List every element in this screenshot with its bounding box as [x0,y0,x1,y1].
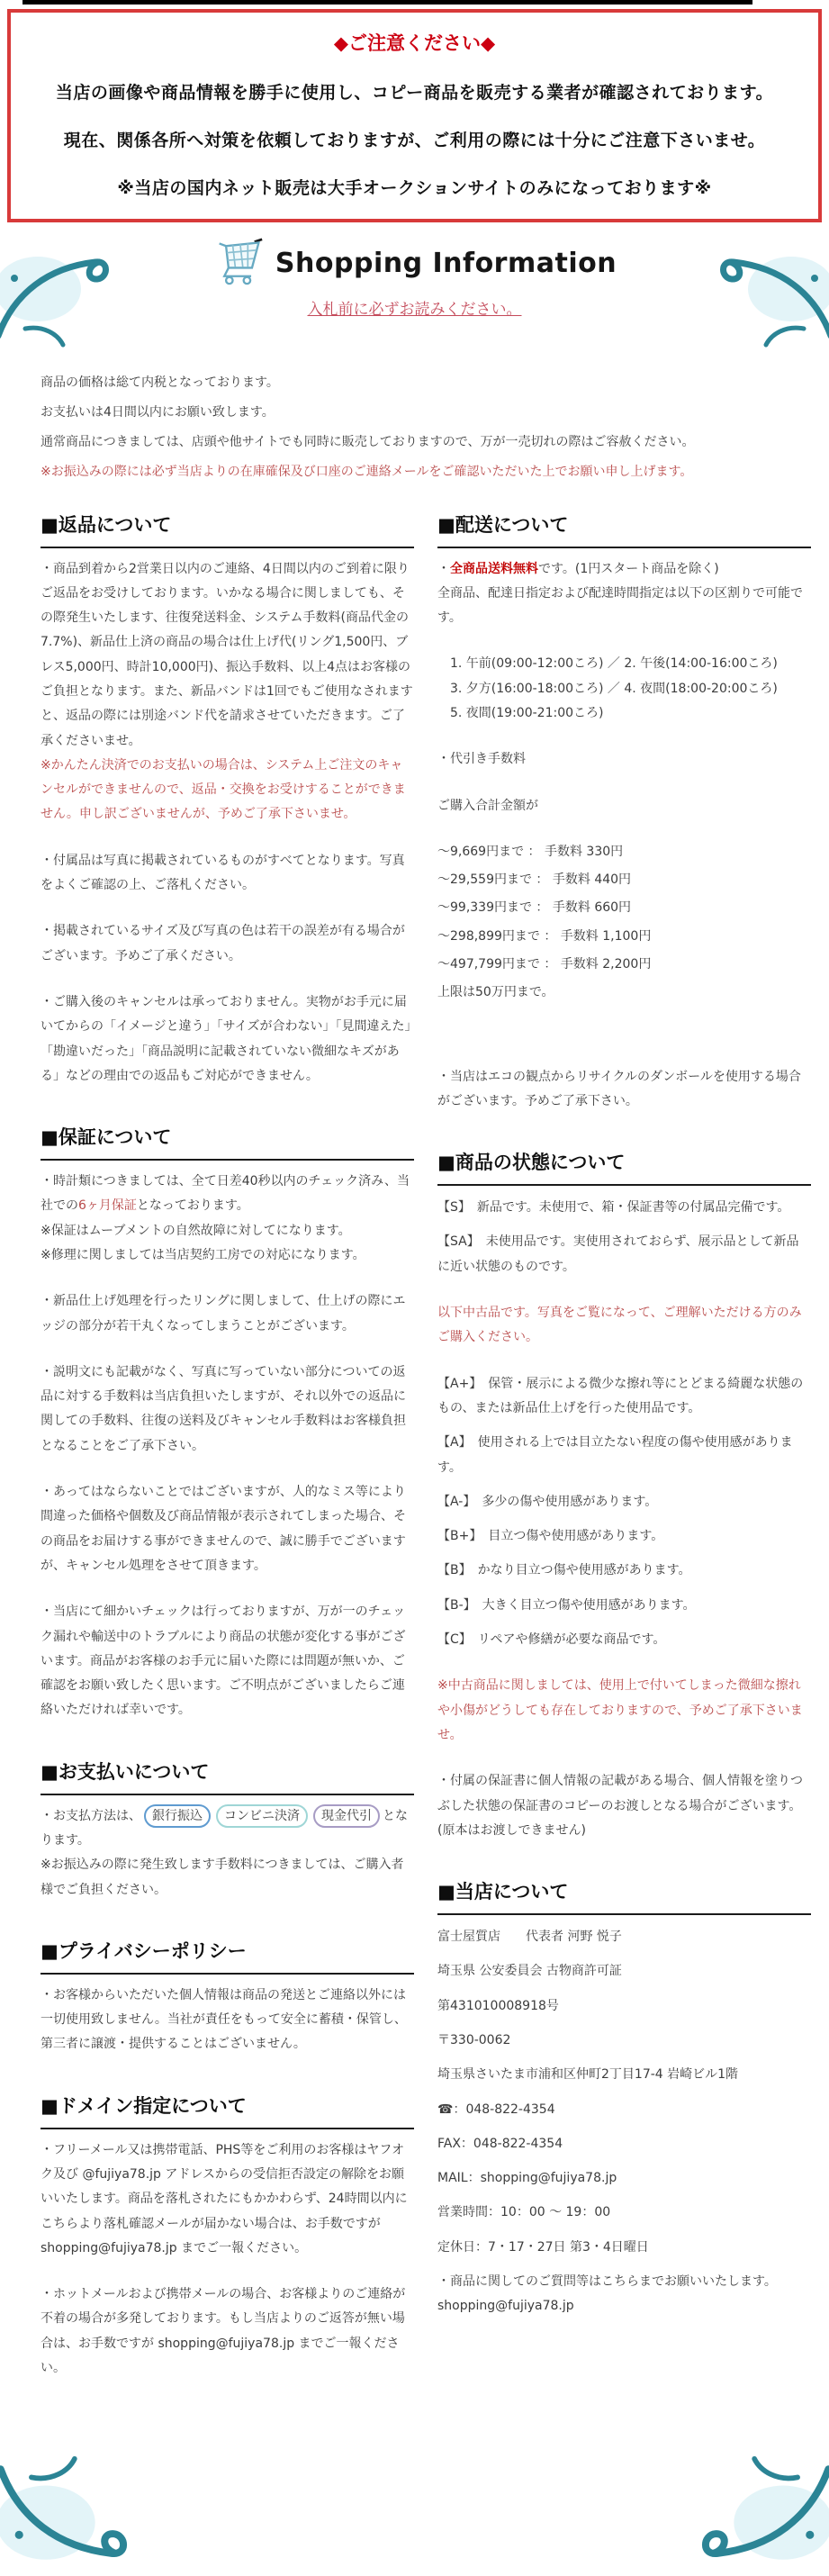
cod-fee-title: ・代引き手数料 [437,752,526,767]
grade-row-a-plus: 【A+】 保管・展示による微少な擦れ等にとどまる綺麗な状態のもの、または新品仕上げを行った使用品です。 [437,1376,804,1415]
shop-mail: MAIL：shopping@fujiya78.jp [437,2171,617,2186]
shop-license-number: 第431010008918号 [437,1998,559,2013]
warranty-movement-note: ※保証はムーブメントの自然故障に対してになります。 [41,1223,351,1238]
shop-address: 埼玉県さいたま市浦和区仲町2丁目17-4 岩崎ビル1階 [437,2067,739,2083]
payment-method-konbini-badge: コンビニ決済 [216,1804,308,1828]
domain-hotmail-note: ・ホットメールおよび携帯メールの場合、お客様よりのご連絡が不着の場合が多発しております。もし当店よりのご返答が無い場合は、お手数ですが shopping@fujiya78.jp までご一報ください。 [41,2287,406,2375]
read-before-bidding-link[interactable]: 入札前に必ずお読みください。 [307,301,522,319]
payment-methods-line: ・お支払方法は、 銀行振込 コンビニ決済 現金代引 となります。 [41,1804,414,1854]
section-privacy [41,1933,414,2057]
shop-phone: ☎：048-822-4354 [437,2101,555,2117]
domain-freemail-note: ・フリーメール又は携帯電話、PHS等をご利用のお客様はヤフオク及び @fujiya78.jp アドレスからの受信拒否設定の解除をお願いいたします。商品を落札されたにもかかわらず、24時間以内にこちらより落札確認メールが届かない場合は、お手数ですが shopping@fujiya78.jp までご一報ください。 [41,2142,408,2255]
grade-row-b-plus: 【B+】 目立つ傷や使用感があります。 [437,1529,664,1544]
payment-method-bank-badge: 銀行振込 [144,1804,211,1828]
warranty-mistake-cancel-note: ・あってはならないことではございますが、人的なミス等により間違った価格や個数及び商品情報が表示されてしまった場合、その商品をお届けする事ができませんので、誠に勝手でございますが、キャンセル処理をさせて頂きます。 [41,1485,406,1573]
shop-postal-code: 〒330-0062 [437,2032,511,2047]
cod-fee-intro: ご購入合計金額が [437,798,538,813]
page-title: Shopping Information [275,247,617,279]
grade-row-sa: 【SA】 未使用品です。実使用されておらず、展示品として新品に近い状態のものです。 [437,1234,799,1274]
section-payment-title: ■お支払いについて [41,1754,414,1795]
section-returns-title: ■返品について [41,507,414,548]
returns-policy-text: ・商品到着から2営業日以内のご連絡、4日間以内のご到着に限りご返品をお受けしております。いかなる場合に関しましても、その際発生いたします、往復発送料金、システム手数料(商品代金の7.7%)、新品仕上済の商品の場合は仕上げ代(リング1,500円、ブレス5,000円、時計10,000円)、振込手数料、以上4点はお客様のご負担となります。また、新品バンドは1回でもご使用なされますと、返品の際には別途バンド代を請求させていただきます。ご了承くださいませ。 [41,561,413,748]
cod-fee-row: 上限は50万円まで。 [437,985,554,1000]
section-payment [41,1754,414,1903]
cod-fee-row: ～298,899円まで ： 手数料 1,100円 [437,928,652,944]
intro-line-2: お支払いは4日間以内にお願い致します。 [41,404,275,420]
section-warranty-title: ■保証について [41,1119,414,1161]
section-shipping [437,507,811,1115]
flourish-swirl-bottom-left-icon [0,2453,145,2576]
top-divider-bar [23,0,752,5]
shop-hours: 営業時間：10：00 ～ 19：00 [437,2205,611,2220]
section-returns [41,507,414,1089]
notice-line-2: 現在、関係各所へ対策を依頼しておりますが、ご利用の際には十分にご注意下さいませ。 [63,131,766,150]
payment-fee-note: ※お振込みの際に発生致します手数料につきましては、ご購入者様でご負担ください。 [41,1857,404,1897]
page-header [0,222,829,341]
shipping-timeslot-list [437,652,811,726]
shop-name-line: 富士屋質店 代表者 河野 悦子 [437,1930,622,1945]
notice-title: ◆ご注意ください◆ [333,32,496,54]
warranty-check-note: ・当店にて細かいチェックは行っておりますが、万が一のチェック漏れや輸送中のトラブルにより商品の状態が変化する事がございます。商品がお客様のお手元に届いた際には問題が無いか、ご確認をお願い致したく思います。ご不明点がございましたらご連絡いただければ幸いです。 [41,1604,406,1718]
counterfeit-notice-box [7,9,822,222]
grade-row-a-minus: 【A-】 多少の傷や使用感があります。 [437,1494,658,1509]
section-warranty [41,1119,414,1723]
timeslot-row: 5. 夜間(19:00-21:00ころ) [450,705,604,720]
shop-license-line: 埼玉県 公安委員会 古物商許可証 [437,1964,622,1979]
returns-size-color-note: ・掲載されているサイズ及び写真の色は若干の誤差が有る場合がございます。予めご了承ください。 [41,924,405,963]
notice-line-1: 当店の画像や商品情報を勝手に使用し、コピー商品を販売する業者が確認されております。 [55,83,774,103]
grade-row-b-minus: 【B-】 大きく目立つ傷や使用感があります。 [437,1597,696,1613]
intro-transfer-note: ※お振込みの際には必ず当店よりの在庫確保及び口座のご連絡メールをご確認いただいた上でお願い申し上げます。 [41,464,693,479]
notice-line-3: ※当店の国内ネット販売は大手オークションサイトのみになっております※ [117,178,712,198]
shop-contact-note: ・商品に関してのご質問等はこちらまでお願いいたします。shopping@fujiya78.jp [437,2274,777,2314]
flourish-swirl-bottom-right-icon [684,2453,829,2576]
payment-method-cod-badge: 現金代引 [313,1804,380,1828]
shop-info-list [437,1925,811,2319]
section-shipping-title: ■配送について [437,507,811,548]
page-footer [0,2433,829,2572]
warranty-watch-note: ・時計類につきましては、全て日差40秒以内のチェック済み、当社での6ヶ月保証となっております。 [41,1174,410,1214]
section-condition-title: ■商品の状態について [437,1144,811,1186]
section-about-title: ■当店について [437,1874,811,1915]
warranty-six-month-highlight: 6ヶ月保証 [78,1198,137,1214]
free-shipping-highlight: 全商品送料無料 [450,561,538,576]
intro-line-1: 商品の価格は総て内税となっております。 [41,375,279,390]
eco-packaging-note: ・当店はエコの観点からリサイクルのダンボールを使用する場合がございます。予めご了承下さい。 [437,1069,801,1108]
cod-fee-table [437,840,811,1006]
shipping-timeslot-intro: 全商品、配達日指定および配達時間指定は以下の区割りで可能です。 [437,585,803,626]
section-condition [437,1144,811,1843]
section-privacy-title: ■プライバシーポリシー [41,1933,414,1975]
section-domain-title: ■ドメイン指定について [41,2088,414,2129]
returns-accessories-note: ・付属品は写真に掲載されているものがすべてとなります。写真をよくご確認の上、ご落札ください。 [41,853,405,893]
warranty-return-fee-note: ・説明文にも記載がなく、写真に写っていない部分についての返品に対する手数料は当店負担いたしますが、それ以外での返品に関しての手数料、往復の送料及びキャンセル手数料はお客様負担となることをご了承下さい。 [41,1364,406,1453]
cod-fee-row: ～29,559円まで ： 手数料 440円 [437,872,632,888]
right-column [437,491,811,2329]
grade-row-b: 【B】 かなり目立つ傷や使用感があります。 [437,1563,691,1578]
shop-fax: FAX：048-822-4354 [437,2136,563,2151]
grade-row-a: 【A】 使用される上では目立たない程度の傷や使用感があります。 [437,1435,793,1475]
grade-row-s: 【S】 新品です。未使用で、箱・保証書等の付属品完備です。 [437,1200,790,1216]
cod-fee-row: ～99,339円まで ： 手数料 660円 [437,900,632,916]
section-domain [41,2088,414,2382]
warranty-repair-note: ※修理に関しましては当店契約工房での対応になります。 [41,1247,365,1262]
shop-holidays: 定休日：7・17・27日 第3・4日曜日 [437,2239,649,2255]
used-items-warning: 以下中古品です。写真をご覧になって、ご理解いただける方のみご購入ください。 [437,1306,802,1345]
timeslot-row: 1. 午前(09:00-12:00ころ) ／ 2. 午後(14:00-16:00ころ) [450,656,778,672]
warranty-ring-polish-note: ・新品仕上げ処理を行ったリングに関しまして、仕上げの際にエッジの部分が若干丸くなってしまうことがございます。 [41,1294,406,1333]
returns-easy-payment-note: ※かんたん決済でのお支払いの場合は、システム上ご注文のキャンセルができませんので、返品・交換をお受けすることができません。申し訳ございませんが、予めご了承下さいませ。 [41,757,406,822]
intro-line-3: 通常商品につきましては、店頭や他サイトでも同時に販売しておりますので、万が一売切れの際はご容赦ください。 [41,434,695,449]
cod-fee-row: ～9,669円まで ： 手数料 330円 [437,844,624,859]
cod-fee-row: ～497,799円まで ： 手数料 2,200円 [437,957,652,972]
section-about-shop [437,1874,811,2319]
grade-row-c: 【C】 リペアや修繕が必要な商品です。 [437,1632,666,1648]
used-scratch-note: ※中古商品に関しましては、使用上で付いてしまった微細な擦れや小傷がどうしても存在しておりますので、予めご了承下さいませ。 [437,1678,803,1742]
intro-notes [0,341,829,491]
timeslot-row: 3. 夕方(16:00-18:00ころ) ／ 4. 夜間(18:00-20:00ころ) [450,681,778,696]
shopping-cart-icon [212,237,266,289]
privacy-policy-text: ・お客様からいただいた個人情報は商品の発送とご連絡以外には一切使用致しません。当社が責任をもって安全に蓄積・保管し、第三者に譲渡・提供することはございません。 [41,1987,407,2052]
warranty-card-privacy-note: ・付属の保証書に個人情報の記載がある場合、個人情報を塗りつぶした状態の保証書のコピーのお渡しとなる場合がございます。(原本はお渡しできません) [437,1774,803,1838]
left-column [41,491,414,2403]
shipping-free-line: ・全商品送料無料です。(1円スタート商品を除く) [437,561,719,576]
returns-no-cancel-note: ・ご購入後のキャンセルは承っておりません。実物がお手元に届いてからの「イメージと違う」「サイズが合わない」「見間違えた」「勘違いだった」「商品説明に記載されていない微細なキズがある」などの理由での返品もご対応ができません。 [41,994,411,1083]
